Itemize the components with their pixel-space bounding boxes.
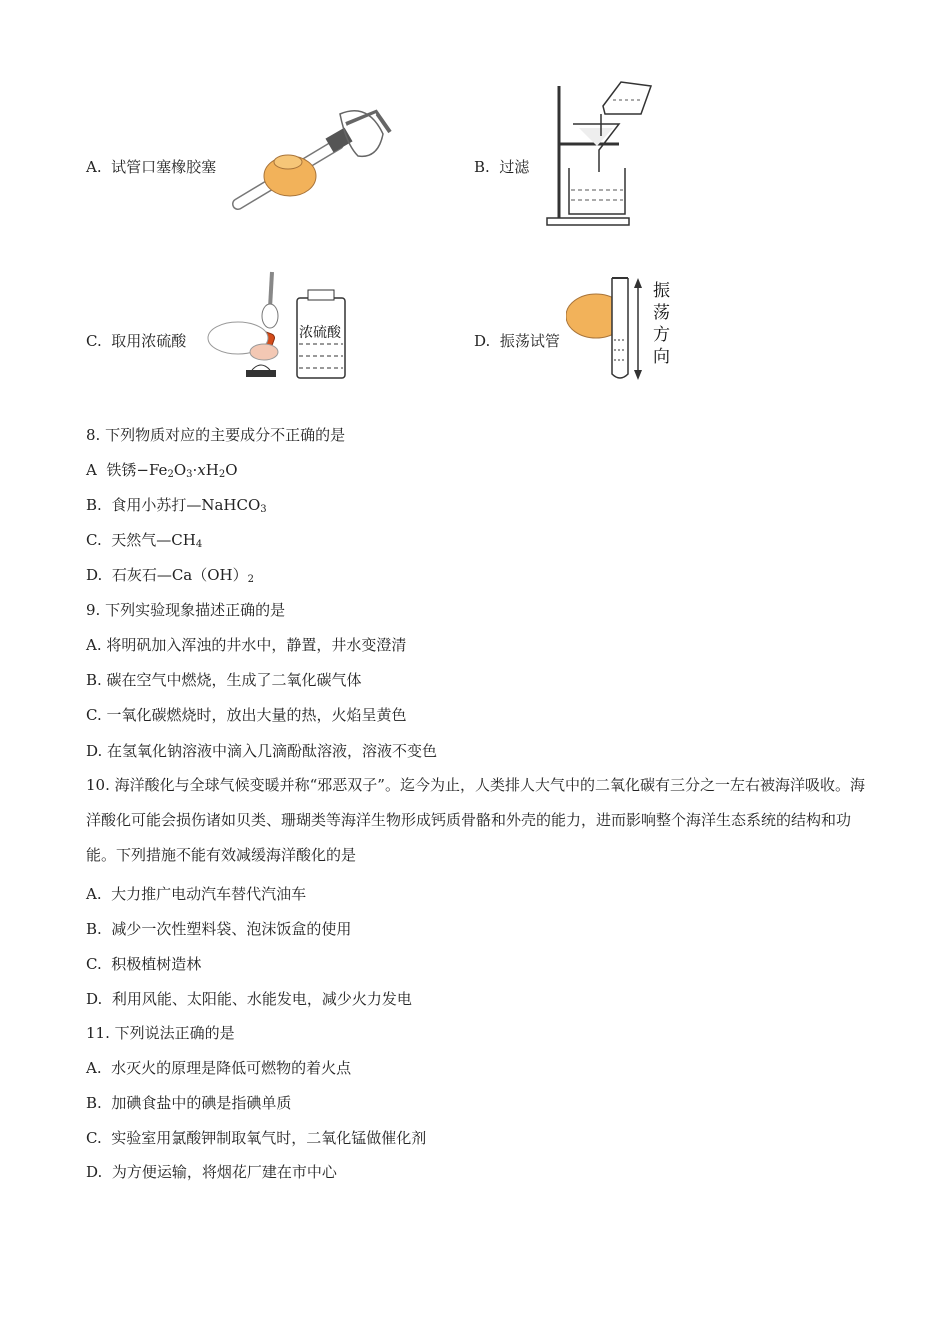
q7-option-a[interactable]: A. 试管口塞橡胶塞 [86,158,217,176]
q8-option-a[interactable]: A 铁锈$-Fe_2O_3\cdot xH_2O$ [86,461,238,480]
q9-option-c[interactable]: C. 一氧化碳燃烧时，放出大量的热，火焰呈黄色 [86,706,407,724]
q10-option-d[interactable]: D. 利用风能、太阳能、水能发电，减少火力发电 [86,990,412,1008]
q7-option-b[interactable]: B. 过滤 [474,158,530,176]
q11-option-a[interactable]: A. 水灭火的原理是降低可燃物的着火点 [86,1059,352,1077]
q9-option-b[interactable]: B. 碳在空气中燃烧，生成了二氧化碳气体 [86,671,362,689]
q10-option-c[interactable]: C. 积极植树造林 [86,955,202,973]
shake-tube-image [566,274,646,384]
q9-stem: 9. 下列实验现象描述正确的是 [86,601,286,619]
q7-option-d[interactable]: D. 振荡试管 [474,332,560,350]
q9-option-a[interactable]: A. 将明矾加入浑浊的井水中，静置，井水变澄清 [86,636,407,654]
q9-option-d[interactable]: D. 在氢氧化钠溶液中滴入几滴酚酞溶液，溶液不变色 [86,742,438,760]
rubber-stopper-image [228,104,398,214]
q10-stem: 10. 海洋酸化与全球气候变暖并称“邪恶双子”。迄今为止，人类排人大气中的二氧化碳有三分之一左右被海洋吸收。海洋酸化可能会损伤诸如贝类、珊瑚类等海洋生物形成钙质骨骼和外壳的能力，进而影响整个海洋生态系统的结构和功能。下列措施不能有效减缓海洋酸化的是 [86,776,865,864]
q11-option-d[interactable]: D. 为方便运输，将烟花厂建在市中心 [86,1163,337,1181]
q10-option-b[interactable]: B. 减少一次性塑料袋、泡沫饭盒的使用 [86,920,352,938]
filtration-image [543,80,655,228]
q8-option-c[interactable]: C. 天然气$—CH_4$ [86,531,203,550]
q11-option-c[interactable]: C. 实验室用氯酸钾制取氧气时，二氧化锰做催化剂 [86,1129,427,1147]
shake-direction-label: 振 荡 方 向 [653,281,670,367]
q7-option-c[interactable]: C. 取用浓硫酸 [86,332,187,350]
q8-stem: 8. 下列物质对应的主要成分不正确的是 [86,426,346,444]
q8-option-d[interactable]: D. 石灰石$—Ca(OH)_2$ [86,566,255,585]
q8-option-b[interactable]: B. 食用小苏打—NaHCO$_3$ [86,496,267,515]
q11-option-b[interactable]: B. 加碘食盐中的碘是指碘单质 [86,1094,292,1112]
q10-option-a[interactable]: A. 大力推广电动汽车替代汽油车 [86,885,307,903]
q11-stem: 11. 下列说法正确的是 [86,1024,235,1042]
bottle-label: 浓硫酸 [299,325,341,341]
